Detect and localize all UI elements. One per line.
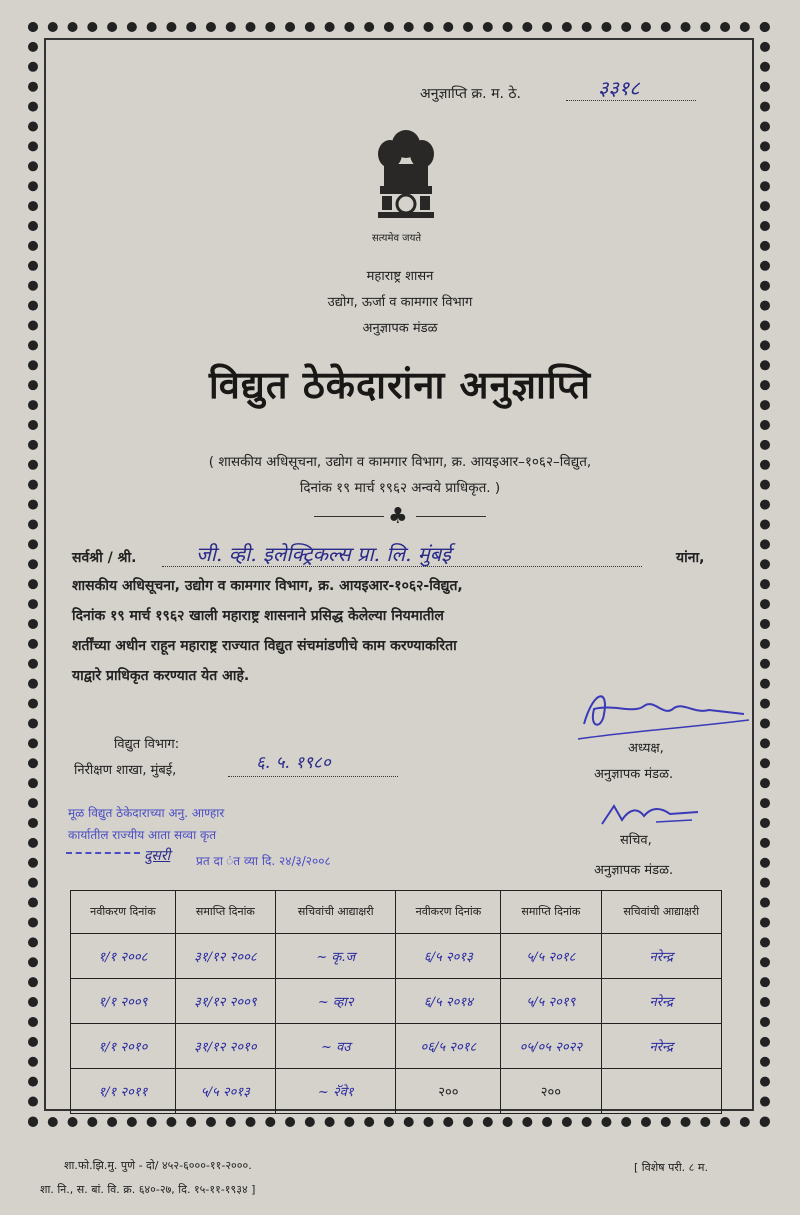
table-cell: ०५/०५ २०२२: [501, 1024, 601, 1069]
chairman-title: अध्यक्ष,: [628, 741, 664, 756]
emblem-motto: सत्यमेव जयते: [372, 233, 422, 244]
table-row: [71, 979, 722, 1024]
press-line-1: शा.फो.झि.मु. पुणे - दो/ ४५२-६०००-११-२०००.: [64, 1159, 252, 1172]
table-cell: ५/५ २०१३: [175, 1069, 275, 1114]
lion-capital-emblem-icon: [370, 124, 442, 234]
body-line-1-end: यांना,: [676, 550, 705, 566]
chairman-signature: [574, 684, 754, 744]
secretary-signature: [596, 798, 706, 832]
table-cell: ~ वउ: [276, 1024, 396, 1069]
table-row: [71, 1069, 722, 1114]
table-cell: [601, 1069, 722, 1114]
table-cell: ३१/१२ २००९: [175, 979, 275, 1024]
table-cell: ~ व्हा२: [276, 979, 396, 1024]
notification-line-2: दिनांक १९ मार्च १९६२ अन्वये प्राधिकृत. ): [299, 480, 501, 496]
table-cell: २००: [396, 1069, 501, 1114]
header-secretary-initials-2: सचिवांची आद्याक्षरी: [601, 891, 722, 934]
ornament-rule-right: [416, 516, 486, 517]
renewal-table: [70, 890, 722, 1114]
table-cell: १/१ २०१०: [71, 1024, 176, 1069]
table-cell: १/१ २०११: [71, 1069, 176, 1114]
body-line-3: दिनांक १९ मार्च १९६२ खाली महाराष्ट्र शासनाने प्रसिद्ध केलेल्या नियमातील: [72, 608, 444, 624]
office-department: विद्युत विभाग:: [114, 737, 180, 752]
table-cell: ५/५ २०१९: [501, 979, 601, 1024]
licensee-name: जी. व्ही. इलेक्ट्रिकल्स प्रा. लि. मुंबई: [196, 542, 451, 566]
table-cell: नरेन्द्र: [601, 934, 722, 979]
ornament-rule-left: [314, 516, 384, 517]
table-cell: २००: [501, 1069, 601, 1114]
table-cell: ३१/१२ २००८: [175, 934, 275, 979]
press-line-2: शा. नि., स. बां. वि. क्र. ६४०-२७, दि. १५-११-१९३४ ]: [40, 1183, 256, 1196]
table-header-row: [71, 891, 722, 934]
table-cell: १/१ २००९: [71, 979, 176, 1024]
club-ornament-icon: ♣: [388, 504, 408, 529]
stamp-line-2: कार्यातील राज्यीय आता सव्वा कृत: [68, 828, 217, 842]
license-number-label: अनुज्ञाप्ति क्र. म. ठे.: [420, 86, 521, 102]
secretary-title: सचिव,: [620, 833, 652, 848]
body-line-5: याद्वारे प्राधिकृत करण्यात येत आहे.: [72, 668, 250, 684]
document-title: विद्युत ठेकेदारांना अनुज्ञाप्ति: [208, 362, 592, 407]
header-expiry-date-1: समाप्ति दिनांक: [175, 891, 275, 934]
table-cell: १/१ २००८: [71, 934, 176, 979]
issue-date: ६. ५. १९८०: [256, 753, 331, 773]
office-branch: निरीक्षण शाखा, मुंबई,: [74, 763, 177, 778]
header-secretary-initials-1: सचिवांची आद्याक्षरी: [276, 891, 396, 934]
table-cell: ५/५ २०१८: [501, 934, 601, 979]
issuer-government: महाराष्ट्र शासन: [366, 269, 434, 284]
table-cell: नरेन्द्र: [601, 1024, 722, 1069]
issuer-department: उद्योग, ऊर्जा व कामगार विभाग: [327, 295, 473, 310]
notification-line-1: ( शासकीय अधिसूचना, उद्योग व कामगार विभाग, क्र. आयइआर–१०६२–विद्युत,: [208, 454, 592, 470]
chairman-board: अनुज्ञापक मंडळ.: [594, 767, 674, 782]
license-number-value: ३३१८: [598, 76, 640, 100]
issue-date-line: [228, 776, 398, 777]
stamp-line-1: मूळ विद्युत ठेकेदाराच्या अनु. आण्हार: [68, 806, 225, 820]
body-line-2: शासकीय अधिसूचना, उद्योग व कामगार विभाग, क्र. आयइआर-१०६२-विद्युत,: [72, 578, 463, 594]
table-cell: ३१/१२ २०१०: [175, 1024, 275, 1069]
salutation: सर्वश्री / श्री.: [72, 550, 137, 566]
table-cell: नरेन्द्र: [601, 979, 722, 1024]
table-row: [71, 934, 722, 979]
stamp-copy-word: दुसरी: [144, 848, 171, 864]
table-cell: ६/५ २०१३: [396, 934, 501, 979]
stamp-copy-details: प्रत दा ंत व्या दि. २४/३/२००८: [196, 854, 331, 868]
form-number: [ विशेष परी. ८ म.: [634, 1161, 708, 1174]
table-cell: ६/५ २०१४: [396, 979, 501, 1024]
table-cell: ०६/५ २०१८: [396, 1024, 501, 1069]
stamp-strike: [66, 852, 140, 854]
header-renewal-date-1: नवीकरण दिनांक: [71, 891, 176, 934]
issuer-board: अनुज्ञापक मंडळ: [362, 321, 438, 336]
body-line-4: शर्तींच्या अधीन राहून महाराष्ट्र राज्यात विद्युत संचमांडणीचे काम करण्याकरिता: [72, 638, 457, 654]
secretary-board: अनुज्ञापक मंडळ.: [594, 863, 674, 878]
table-cell: ~ २ॅवे१: [276, 1069, 396, 1114]
table-cell: ~ कृ.ज: [276, 934, 396, 979]
header-renewal-date-2: नवीकरण दिनांक: [396, 891, 501, 934]
table-row: [71, 1024, 722, 1069]
header-expiry-date-2: समाप्ति दिनांक: [501, 891, 601, 934]
